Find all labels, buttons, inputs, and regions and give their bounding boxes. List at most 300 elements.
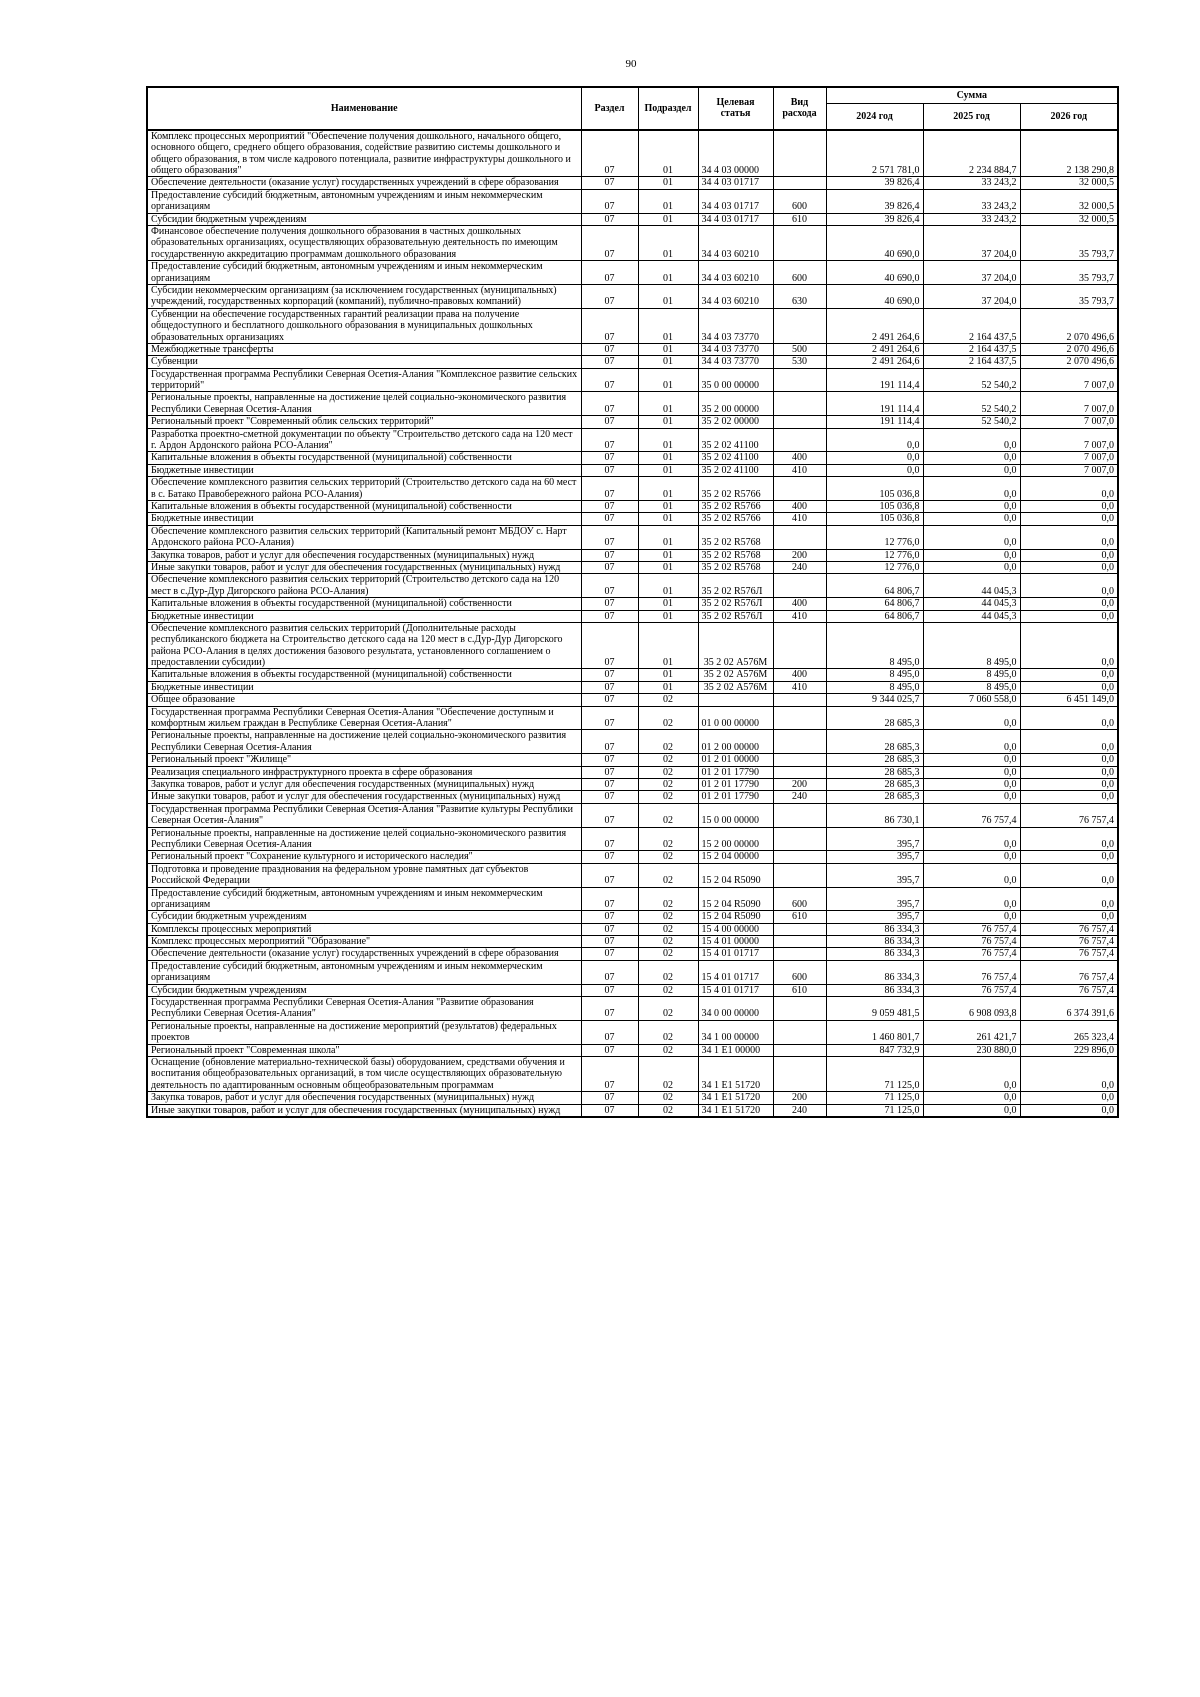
row-target-cell: 34 1 E1 00000 [698, 1044, 773, 1056]
row-kind-cell: 530 [773, 356, 826, 368]
row-kind-cell [773, 392, 826, 416]
table-row [147, 997, 1118, 1021]
row-name-cell: Предоставление субсидий бюджетным, автономным учреждениям и иным некоммерческим организациям [147, 960, 581, 984]
row-target-cell: 35 2 02 А576М [698, 669, 773, 681]
header-kind: Вид расхода [773, 87, 826, 130]
row-2026-cell: 0,0 [1020, 863, 1118, 887]
table-row [147, 622, 1118, 669]
row-2025-cell: 76 757,4 [923, 984, 1020, 996]
row-2025-cell: 33 243,2 [923, 189, 1020, 213]
row-subsection-cell: 02 [638, 851, 698, 863]
row-target-cell: 35 2 02 41100 [698, 452, 773, 464]
table-row [147, 669, 1118, 681]
row-name-cell: Региональные проекты, направленные на достижение целей социально-экономического развития Республики Северная Осетия-Алания [147, 392, 581, 416]
row-name-cell: Государственная программа Республики Северная Осетия-Алания "Развитие культуры Республики Северная Осетия-Алания" [147, 803, 581, 827]
table-row [147, 1020, 1118, 1044]
table-row [147, 778, 1118, 790]
row-kind-cell [773, 1056, 826, 1091]
row-2026-cell: 0,0 [1020, 610, 1118, 622]
row-2024-cell: 8 495,0 [826, 669, 923, 681]
row-subsection-cell: 02 [638, 984, 698, 996]
row-target-cell: 35 2 02 00000 [698, 416, 773, 428]
row-section-cell: 07 [581, 610, 638, 622]
row-section-cell: 07 [581, 392, 638, 416]
row-2026-cell: 0,0 [1020, 791, 1118, 803]
row-kind-cell: 400 [773, 598, 826, 610]
row-name-cell: Государственная программа Республики Северная Осетия-Алания "Обеспечение доступным и комфортным жильем граждан в Республике Северная Осетия-Алания" [147, 706, 581, 730]
row-2024-cell: 39 826,4 [826, 177, 923, 189]
row-kind-cell [773, 368, 826, 392]
row-target-cell: 34 0 00 00000 [698, 997, 773, 1021]
header-2025: 2025 год [923, 104, 1020, 130]
row-kind-cell: 410 [773, 681, 826, 693]
row-kind-cell [773, 827, 826, 851]
row-target-cell: 34 1 E1 51720 [698, 1104, 773, 1117]
row-2024-cell: 2 491 264,6 [826, 308, 923, 343]
row-2025-cell: 76 757,4 [923, 948, 1020, 960]
row-section-cell: 07 [581, 501, 638, 513]
table-row [147, 428, 1118, 452]
table-row [147, 177, 1118, 189]
row-name-cell: Обеспечение комплексного развития сельских территорий (Капитальный ремонт МБДОУ с. Нарт Ардонского района РСО-Алания) [147, 525, 581, 549]
row-section-cell: 07 [581, 827, 638, 851]
row-section-cell: 07 [581, 681, 638, 693]
row-target-cell: 35 2 00 00000 [698, 392, 773, 416]
row-subsection-cell: 01 [638, 428, 698, 452]
row-name-cell: Субсидии бюджетным учреждениям [147, 984, 581, 996]
row-section-cell: 07 [581, 452, 638, 464]
row-section-cell: 07 [581, 574, 638, 598]
row-target-cell: 35 2 02 R5766 [698, 477, 773, 501]
table-row [147, 948, 1118, 960]
row-2025-cell: 0,0 [923, 827, 1020, 851]
row-subsection-cell: 01 [638, 464, 698, 476]
row-section-cell: 07 [581, 189, 638, 213]
row-target-cell: 35 2 02 R5766 [698, 513, 773, 525]
table-row [147, 610, 1118, 622]
row-subsection-cell: 02 [638, 887, 698, 911]
budget-table [146, 86, 1119, 1118]
row-kind-cell: 410 [773, 513, 826, 525]
row-subsection-cell: 02 [638, 1092, 698, 1104]
row-section-cell: 07 [581, 694, 638, 706]
row-2024-cell: 28 685,3 [826, 766, 923, 778]
row-section-cell: 07 [581, 226, 638, 261]
row-2025-cell: 0,0 [923, 911, 1020, 923]
row-kind-cell [773, 525, 826, 549]
row-name-cell: Капитальные вложения в объекты государственной (муниципальной) собственности [147, 669, 581, 681]
row-target-cell: 01 2 01 17790 [698, 766, 773, 778]
row-kind-cell: 610 [773, 984, 826, 996]
row-name-cell: Комплекс процессных мероприятий "Обеспечение получения дошкольного, начального общего, основного общего, среднего общего образования, содействие развитию системы дошкольного и общего образования, в том числе кадрового потенциала, развитие инфраструктуры дошкольного и общего образования" [147, 130, 581, 177]
row-2026-cell: 7 007,0 [1020, 392, 1118, 416]
row-subsection-cell: 02 [638, 1020, 698, 1044]
table-row [147, 416, 1118, 428]
row-subsection-cell: 02 [638, 827, 698, 851]
row-kind-cell [773, 1020, 826, 1044]
table-row [147, 706, 1118, 730]
row-name-cell: Региональный проект "Современная школа" [147, 1044, 581, 1056]
table-row [147, 1044, 1118, 1056]
table-row [147, 887, 1118, 911]
table-row [147, 525, 1118, 549]
row-2025-cell: 6 908 093,8 [923, 997, 1020, 1021]
row-target-cell: 34 1 00 00000 [698, 1020, 773, 1044]
table-row [147, 681, 1118, 693]
table-row [147, 189, 1118, 213]
row-2024-cell: 0,0 [826, 452, 923, 464]
table-row [147, 368, 1118, 392]
row-subsection-cell: 01 [638, 261, 698, 285]
table-row [147, 923, 1118, 935]
row-2024-cell: 9 344 025,7 [826, 694, 923, 706]
row-2026-cell: 7 007,0 [1020, 464, 1118, 476]
row-2026-cell: 229 896,0 [1020, 1044, 1118, 1056]
row-2024-cell: 12 776,0 [826, 525, 923, 549]
row-target-cell: 15 4 01 01717 [698, 960, 773, 984]
row-section-cell: 07 [581, 1092, 638, 1104]
row-name-cell: Финансовое обеспечение получения дошкольного образования в частных дошкольных образовательных организациях, осуществляющих образовательную деятельность по имеющим государственную аккредитацию программам дошкольного образования [147, 226, 581, 261]
row-2024-cell: 86 334,3 [826, 923, 923, 935]
row-2025-cell: 261 421,7 [923, 1020, 1020, 1044]
row-2024-cell: 0,0 [826, 428, 923, 452]
row-2025-cell: 0,0 [923, 1056, 1020, 1091]
table-row [147, 392, 1118, 416]
row-2026-cell: 0,0 [1020, 766, 1118, 778]
row-2026-cell: 35 793,7 [1020, 284, 1118, 308]
row-2024-cell: 105 036,8 [826, 513, 923, 525]
row-section-cell: 07 [581, 416, 638, 428]
row-kind-cell [773, 923, 826, 935]
row-name-cell: Обеспечение комплексного развития сельских территорий (Дополнительные расходы республиканского бюджета на Строительство детского сада на 120 мест в с.Дур-Дур Дигорского района РСО-Алания в целях достижения базового результата, установленного соглашением о предоставлении субсидии) [147, 622, 581, 669]
row-target-cell: 34 4 03 60210 [698, 261, 773, 285]
row-2026-cell: 0,0 [1020, 681, 1118, 693]
row-section-cell: 07 [581, 936, 638, 948]
row-2025-cell: 2 234 884,7 [923, 130, 1020, 177]
row-kind-cell: 400 [773, 669, 826, 681]
row-target-cell: 01 2 01 00000 [698, 754, 773, 766]
row-2024-cell: 39 826,4 [826, 213, 923, 225]
row-target-cell: 15 2 04 R5090 [698, 911, 773, 923]
row-2024-cell: 40 690,0 [826, 261, 923, 285]
row-2025-cell: 44 045,3 [923, 598, 1020, 610]
row-name-cell: Региональный проект "Современный облик сельских территорий" [147, 416, 581, 428]
table-row [147, 464, 1118, 476]
row-kind-cell [773, 694, 826, 706]
row-2024-cell: 395,7 [826, 827, 923, 851]
row-subsection-cell: 02 [638, 791, 698, 803]
table-row [147, 754, 1118, 766]
row-subsection-cell: 02 [638, 766, 698, 778]
row-name-cell: Подготовка и проведение празднования на федеральном уровне памятных дат субъектов Российской Федерации [147, 863, 581, 887]
row-target-cell: 35 2 02 А576М [698, 622, 773, 669]
table-row [147, 452, 1118, 464]
row-kind-cell [773, 416, 826, 428]
row-name-cell: Разработка проектно-сметной документации по объекту "Строительство детского сада на 120 мест г. Ардон Ардонского района РСО-Алания" [147, 428, 581, 452]
row-2026-cell: 0,0 [1020, 598, 1118, 610]
row-2026-cell: 2 070 496,6 [1020, 308, 1118, 343]
row-2026-cell: 35 793,7 [1020, 226, 1118, 261]
row-2025-cell: 0,0 [923, 501, 1020, 513]
row-2026-cell: 76 757,4 [1020, 960, 1118, 984]
row-2026-cell: 76 757,4 [1020, 984, 1118, 996]
row-subsection-cell: 02 [638, 948, 698, 960]
row-2025-cell: 0,0 [923, 428, 1020, 452]
row-2026-cell: 0,0 [1020, 525, 1118, 549]
row-2026-cell: 76 757,4 [1020, 923, 1118, 935]
row-section-cell: 07 [581, 923, 638, 935]
row-subsection-cell: 01 [638, 356, 698, 368]
row-section-cell: 07 [581, 513, 638, 525]
row-2024-cell: 395,7 [826, 887, 923, 911]
row-name-cell: Бюджетные инвестиции [147, 464, 581, 476]
table-row [147, 1056, 1118, 1091]
row-subsection-cell: 02 [638, 1104, 698, 1117]
row-2024-cell: 86 730,1 [826, 803, 923, 827]
row-2024-cell: 40 690,0 [826, 284, 923, 308]
row-kind-cell: 610 [773, 911, 826, 923]
row-section-cell: 07 [581, 428, 638, 452]
page-number: 90 [625, 58, 637, 70]
row-kind-cell: 400 [773, 452, 826, 464]
row-subsection-cell: 02 [638, 730, 698, 754]
row-2025-cell: 2 164 437,5 [923, 343, 1020, 355]
table-row [147, 477, 1118, 501]
row-section-cell: 07 [581, 598, 638, 610]
row-2026-cell: 0,0 [1020, 827, 1118, 851]
row-2026-cell: 0,0 [1020, 754, 1118, 766]
row-kind-cell: 200 [773, 1092, 826, 1104]
row-2024-cell: 64 806,7 [826, 574, 923, 598]
table-row [147, 343, 1118, 355]
row-target-cell: 01 2 01 17790 [698, 778, 773, 790]
row-target-cell: 35 2 02 А576М [698, 681, 773, 693]
row-name-cell: Государственная программа Республики Северная Осетия-Алания "Комплексное развитие сельских территорий" [147, 368, 581, 392]
table-row [147, 1092, 1118, 1104]
row-subsection-cell: 01 [638, 392, 698, 416]
row-target-cell: 34 4 03 01717 [698, 177, 773, 189]
row-kind-cell: 600 [773, 887, 826, 911]
row-2025-cell: 0,0 [923, 513, 1020, 525]
row-name-cell: Субвенции [147, 356, 581, 368]
row-2024-cell: 28 685,3 [826, 778, 923, 790]
row-target-cell: 35 2 02 R5768 [698, 525, 773, 549]
row-2025-cell: 0,0 [923, 778, 1020, 790]
row-name-cell: Региональный проект "Сохранение культурного и исторического наследия" [147, 851, 581, 863]
table-row [147, 549, 1118, 561]
row-2026-cell: 32 000,5 [1020, 213, 1118, 225]
row-2024-cell: 64 806,7 [826, 598, 923, 610]
row-2025-cell: 76 757,4 [923, 936, 1020, 948]
row-2025-cell: 7 060 558,0 [923, 694, 1020, 706]
row-kind-cell [773, 754, 826, 766]
row-section-cell: 07 [581, 1104, 638, 1117]
row-kind-cell [773, 574, 826, 598]
row-2024-cell: 9 059 481,5 [826, 997, 923, 1021]
row-section-cell: 07 [581, 706, 638, 730]
row-subsection-cell: 01 [638, 284, 698, 308]
row-2024-cell: 12 776,0 [826, 549, 923, 561]
row-name-cell: Закупка товаров, работ и услуг для обеспечения государственных (муниципальных) нужд [147, 549, 581, 561]
row-2024-cell: 105 036,8 [826, 501, 923, 513]
row-2024-cell: 1 460 801,7 [826, 1020, 923, 1044]
row-section-cell: 07 [581, 525, 638, 549]
row-section-cell: 07 [581, 130, 638, 177]
row-section-cell: 07 [581, 960, 638, 984]
table-row [147, 598, 1118, 610]
row-2026-cell: 0,0 [1020, 561, 1118, 573]
row-section-cell: 07 [581, 284, 638, 308]
row-2025-cell: 33 243,2 [923, 177, 1020, 189]
row-2026-cell: 6 374 391,6 [1020, 997, 1118, 1021]
row-kind-cell: 200 [773, 549, 826, 561]
row-2025-cell: 76 757,4 [923, 960, 1020, 984]
row-2024-cell: 28 685,3 [826, 730, 923, 754]
row-2025-cell: 0,0 [923, 754, 1020, 766]
row-section-cell: 07 [581, 887, 638, 911]
row-target-cell: 15 2 00 00000 [698, 827, 773, 851]
row-section-cell: 07 [581, 477, 638, 501]
row-2024-cell: 28 685,3 [826, 754, 923, 766]
row-2026-cell: 32 000,5 [1020, 189, 1118, 213]
row-2025-cell: 76 757,4 [923, 803, 1020, 827]
row-2025-cell: 0,0 [923, 851, 1020, 863]
row-target-cell: 34 4 03 01717 [698, 213, 773, 225]
row-kind-cell [773, 622, 826, 669]
row-subsection-cell: 01 [638, 598, 698, 610]
row-2026-cell: 7 007,0 [1020, 416, 1118, 428]
row-name-cell: Общее образование [147, 694, 581, 706]
row-2025-cell: 0,0 [923, 1092, 1020, 1104]
row-subsection-cell: 02 [638, 778, 698, 790]
row-2024-cell: 2 491 264,6 [826, 356, 923, 368]
table-row [147, 356, 1118, 368]
row-2025-cell: 2 164 437,5 [923, 308, 1020, 343]
table-row [147, 1104, 1118, 1117]
row-section-cell: 07 [581, 911, 638, 923]
row-section-cell: 07 [581, 622, 638, 669]
row-2024-cell: 40 690,0 [826, 226, 923, 261]
row-subsection-cell: 02 [638, 863, 698, 887]
table-row [147, 984, 1118, 996]
row-target-cell: 35 2 02 R576Л [698, 574, 773, 598]
row-name-cell: Региональные проекты, направленные на достижение целей социально-экономического развития Республики Северная Осетия-Алания [147, 827, 581, 851]
row-kind-cell: 240 [773, 1104, 826, 1117]
row-section-cell: 07 [581, 356, 638, 368]
row-2024-cell: 39 826,4 [826, 189, 923, 213]
row-2025-cell: 0,0 [923, 561, 1020, 573]
row-2026-cell: 0,0 [1020, 574, 1118, 598]
row-2026-cell: 0,0 [1020, 1056, 1118, 1091]
table-row [147, 284, 1118, 308]
row-name-cell: Иные закупки товаров, работ и услуг для обеспечения государственных (муниципальных) нужд [147, 561, 581, 573]
row-subsection-cell: 02 [638, 960, 698, 984]
row-target-cell: 34 4 03 60210 [698, 284, 773, 308]
row-2024-cell: 86 334,3 [826, 984, 923, 996]
row-section-cell: 07 [581, 213, 638, 225]
row-name-cell: Межбюджетные трансферты [147, 343, 581, 355]
row-kind-cell: 610 [773, 213, 826, 225]
row-2026-cell: 0,0 [1020, 851, 1118, 863]
row-2026-cell: 7 007,0 [1020, 428, 1118, 452]
row-subsection-cell: 01 [638, 452, 698, 464]
row-name-cell: Оснащение (обновление материально-технической базы) оборудованием, средствами обучения и воспитания общеобразовательных организаций, в том числе осуществляющих образовательную деятельность по адаптированным основным общеобразовательным программам [147, 1056, 581, 1091]
row-2024-cell: 395,7 [826, 851, 923, 863]
row-2024-cell: 71 125,0 [826, 1104, 923, 1117]
row-name-cell: Бюджетные инвестиции [147, 610, 581, 622]
row-2024-cell: 28 685,3 [826, 706, 923, 730]
header-target: Целевая статья [698, 87, 773, 130]
row-section-cell: 07 [581, 308, 638, 343]
row-name-cell: Иные закупки товаров, работ и услуг для обеспечения государственных (муниципальных) нужд [147, 791, 581, 803]
row-2025-cell: 0,0 [923, 452, 1020, 464]
table-row [147, 513, 1118, 525]
row-target-cell: 35 2 02 R576Л [698, 610, 773, 622]
row-subsection-cell: 01 [638, 343, 698, 355]
table-row [147, 561, 1118, 573]
row-2025-cell: 0,0 [923, 706, 1020, 730]
row-subsection-cell: 01 [638, 681, 698, 693]
row-target-cell: 15 0 00 00000 [698, 803, 773, 827]
table-row [147, 501, 1118, 513]
row-subsection-cell: 01 [638, 130, 698, 177]
row-2024-cell: 0,0 [826, 464, 923, 476]
row-target-cell: 15 4 01 01717 [698, 984, 773, 996]
row-name-cell: Региональные проекты, направленные на достижение мероприятий (результатов) федеральных проектов [147, 1020, 581, 1044]
row-name-cell: Комплексы процессных мероприятий [147, 923, 581, 935]
row-section-cell: 07 [581, 464, 638, 476]
row-kind-cell: 200 [773, 778, 826, 790]
row-2025-cell: 44 045,3 [923, 610, 1020, 622]
table-row [147, 308, 1118, 343]
row-subsection-cell: 01 [638, 513, 698, 525]
row-target-cell: 15 2 04 00000 [698, 851, 773, 863]
row-2025-cell: 0,0 [923, 863, 1020, 887]
row-kind-cell [773, 851, 826, 863]
header-2026: 2026 год [1020, 104, 1118, 130]
row-section-cell: 07 [581, 549, 638, 561]
table-row [147, 261, 1118, 285]
row-target-cell: 34 4 03 73770 [698, 356, 773, 368]
row-2025-cell: 8 495,0 [923, 669, 1020, 681]
row-section-cell: 07 [581, 984, 638, 996]
table-row [147, 730, 1118, 754]
row-subsection-cell: 02 [638, 694, 698, 706]
row-2026-cell: 0,0 [1020, 1104, 1118, 1117]
table-row [147, 213, 1118, 225]
row-subsection-cell: 01 [638, 561, 698, 573]
row-section-cell: 07 [581, 177, 638, 189]
row-subsection-cell: 01 [638, 525, 698, 549]
row-2025-cell: 52 540,2 [923, 368, 1020, 392]
row-name-cell: Региональный проект "Жилище" [147, 754, 581, 766]
row-kind-cell [773, 730, 826, 754]
row-target-cell: 34 1 E1 51720 [698, 1092, 773, 1104]
row-kind-cell [773, 477, 826, 501]
row-name-cell: Капитальные вложения в объекты государственной (муниципальной) собственности [147, 452, 581, 464]
row-subsection-cell: 02 [638, 1056, 698, 1091]
row-kind-cell [773, 428, 826, 452]
row-2024-cell: 395,7 [826, 863, 923, 887]
row-2026-cell: 0,0 [1020, 513, 1118, 525]
row-2024-cell: 191 114,4 [826, 368, 923, 392]
row-section-cell: 07 [581, 561, 638, 573]
row-2026-cell: 0,0 [1020, 477, 1118, 501]
row-target-cell: 34 4 03 73770 [698, 343, 773, 355]
row-kind-cell [773, 997, 826, 1021]
row-name-cell: Обеспечение комплексного развития сельских территорий (Строительство детского сада на 60 мест в с. Батако Правобережного района РСО-Алания) [147, 477, 581, 501]
row-2026-cell: 0,0 [1020, 501, 1118, 513]
